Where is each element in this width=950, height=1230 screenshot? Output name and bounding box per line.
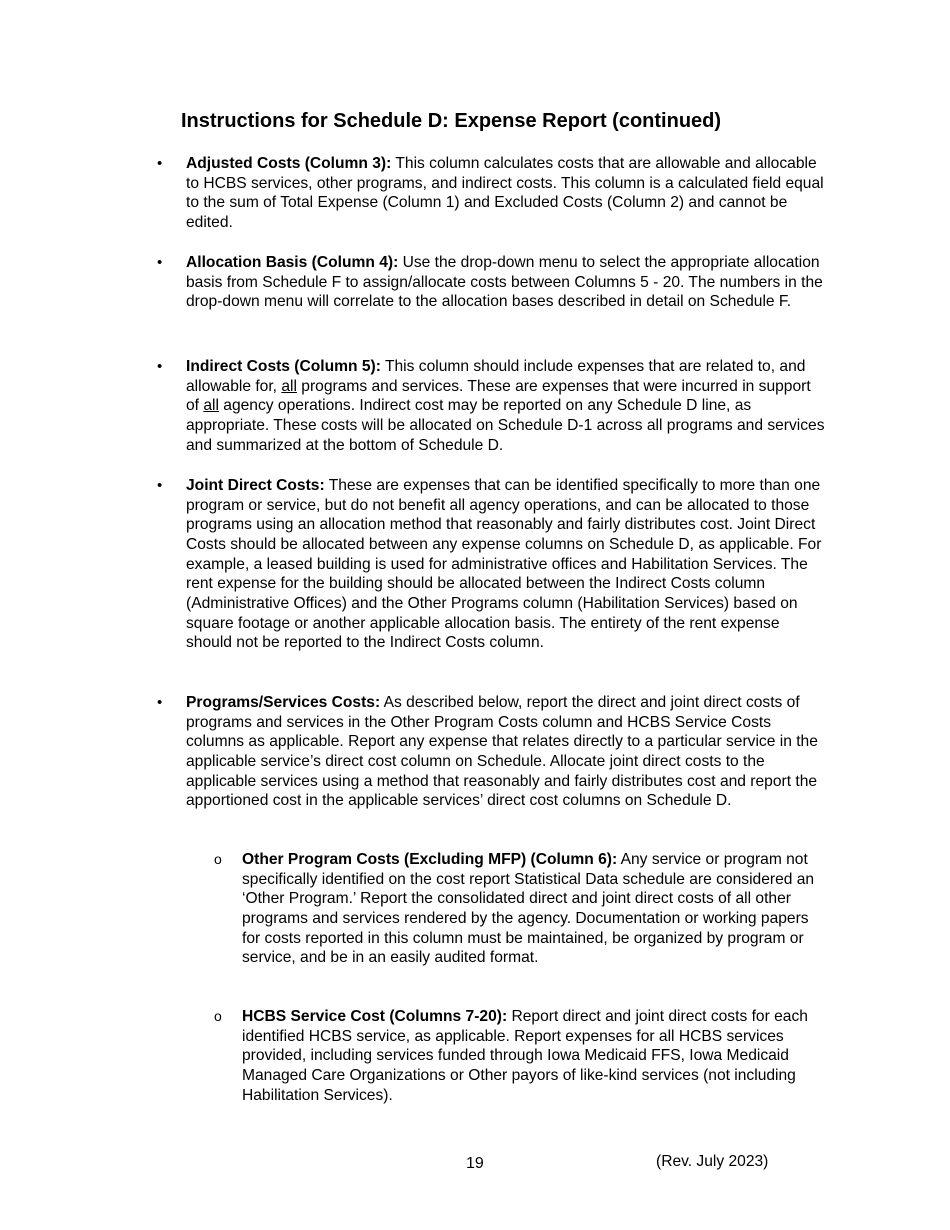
item-body-b: programs and services. These are expenses that were incurred in support of — [186, 377, 811, 415]
item-text — [186, 253, 826, 312]
sub-item-text — [242, 1007, 822, 1105]
item-text — [186, 154, 826, 233]
bullet-icon: • — [157, 358, 163, 375]
item-body: As described below, report the direct and joint direct costs of programs and services in the Other Program Costs column and HCBS Service Costs columns as applicable. Report any expense that relates directly to a particular service in the applicable service’s direct cost column on Schedule. Allocate joint direct costs to the applicable services using a method that reasonably and fairly distributes cost and report the apportioned cost in the applicable services’ direct cost columns on Schedule D. — [186, 694, 818, 810]
item-body: Use the drop-down menu to select the appropriate allocation basis from Schedule F to assign/allocate costs between Columns 5 - 20. The numbers in the drop-down menu will correlate to the allocation bases described in detail on Schedule F. — [186, 254, 823, 311]
item-body: This column calculates costs that are allowable and allocable to HCBS services, other programs, and indirect costs. This column is a calculated field equal to the sum of Total Expense (Column 1) and Excluded Costs (Column 2) and cannot be edited. — [186, 155, 824, 231]
sub-bullet-icon: o — [214, 1008, 222, 1024]
item-body-c: agency operations. Indirect cost may be reported on any Schedule D line, as appropriate. These costs will be allocated on Schedule D-1 across all programs and services and summarized at the bottom of Schedule D. — [186, 397, 825, 454]
item-label: Indirect Costs (Column 5): — [186, 358, 381, 375]
item-label: Adjusted Costs (Column 3): — [186, 155, 392, 172]
bullet-icon: • — [157, 477, 163, 494]
bullet-icon: • — [157, 694, 163, 711]
item-label: Joint Direct Costs: — [186, 477, 325, 494]
item-text — [186, 357, 826, 455]
item-body-a: This column should include expenses that are related to, and allowable for, — [186, 358, 806, 395]
item-body: These are expenses that can be identified specifically to more than one program or service, but do not benefit all agency operations, and can be allocated to those programs using an allocation method that reasonably and fairly distributes cost. Joint Direct Costs should be allocated between any expense columns on Schedule D, as applicable. For example, a leased building is used for administrative offices and Habilitation Services. The rent expense for the building should be allocated between the Indirect Costs column (Administrative Offices) and the Other Programs column (Habilitation Services) based on square footage or another applicable allocation basis. The entirety of the rent expense should not be reported to the Indirect Costs column. — [186, 477, 822, 652]
sub-item-body: Any service or program not specifically identified on the cost report Statistical Data schedule are considered an ‘Other Program.’ Report the consolidated direct and joint direct costs of all other programs and services rendered by the agency. Documentation or working papers for costs reported in this column must be maintained, be organized by program or service, and be in an easily audited format. — [242, 851, 815, 967]
sub-item-label: HCBS Service Cost (Columns 7-20): — [242, 1008, 508, 1025]
item-label: Programs/Services Costs: — [186, 694, 381, 711]
bullet-icon: • — [157, 155, 163, 172]
underlined-all: all — [281, 377, 297, 395]
sub-item-label: Other Program Costs (Excluding MFP) (Column 6): — [242, 851, 618, 868]
sub-item-text — [242, 850, 822, 968]
page-number: 19 — [466, 1155, 484, 1172]
item-text — [186, 476, 826, 653]
item-label: Allocation Basis (Column 4): — [186, 254, 399, 271]
underlined-all: all — [203, 397, 219, 415]
item-text — [186, 693, 826, 811]
sub-bullet-icon: o — [214, 851, 222, 867]
bullet-icon: • — [157, 254, 163, 271]
sub-item-body: Report direct and joint direct costs for each identified HCBS service, as applicable. Report expenses for all HCBS services provided, including services funded through Iowa Medicaid FFS, Iowa Medicaid Managed Care Organizations or Other payors of like-kind services (not including Habilitation Services). — [242, 1008, 808, 1104]
revision-date: (Rev. July 2023) — [656, 1153, 769, 1170]
page-title: Instructions for Schedule D: Expense Report (continued) — [181, 110, 722, 132]
